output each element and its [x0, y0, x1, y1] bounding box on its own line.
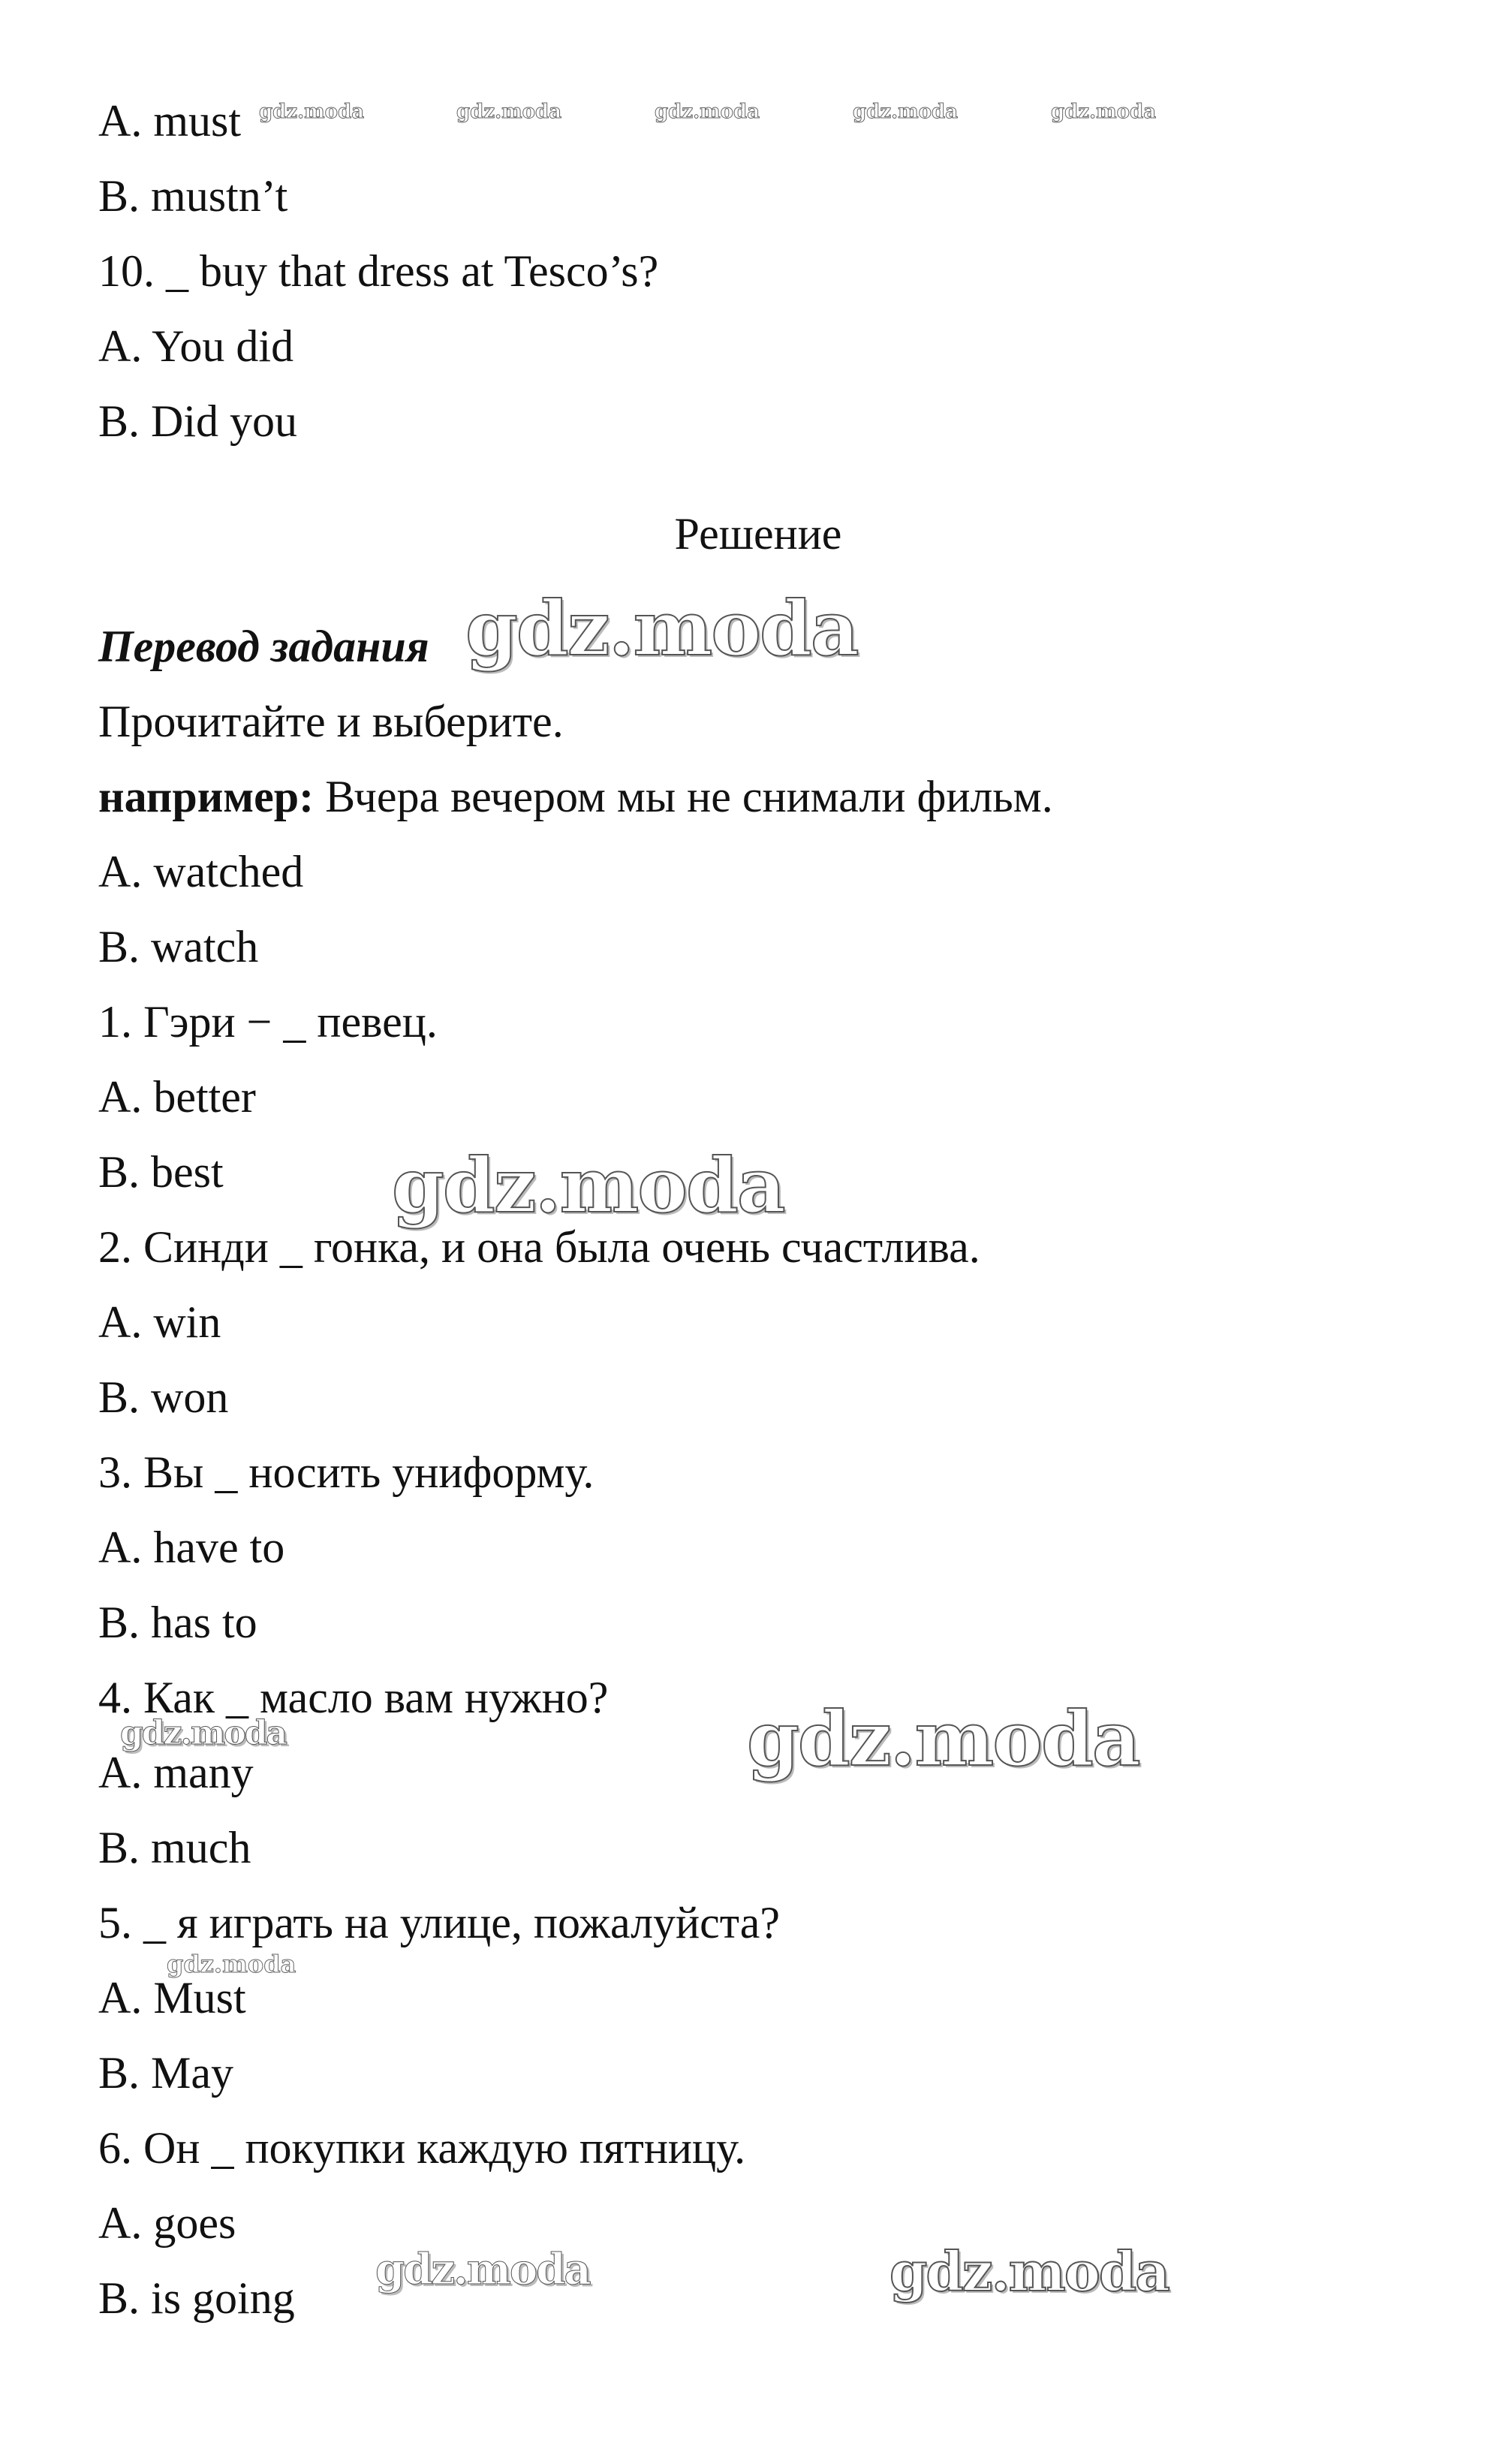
- watermark-large: gdz.moda: [392, 1141, 784, 1230]
- translation-title: Перевод задания: [98, 622, 429, 671]
- option-b-has-to: B. has to: [98, 1598, 257, 1647]
- option-b-won: B. won: [98, 1372, 229, 1422]
- watermark-small: gdz.moda: [1051, 101, 1157, 123]
- option-a-must: A. must: [98, 96, 242, 146]
- option-a-win: A. win: [98, 1297, 221, 1347]
- example-text: Вчера вечером мы не снимали фильм.: [314, 772, 1053, 821]
- watermark-large: gdz.moda: [465, 584, 858, 673]
- question-6: 6. Он _ покупки каждую пятницу.: [98, 2123, 746, 2173]
- option-b-best: B. best: [98, 1147, 224, 1197]
- question-1: 1. Гэри − _ певец.: [98, 997, 438, 1047]
- question-2: 2. Синди _ гонка, и она была очень счастлива.: [98, 1222, 980, 1272]
- instruction: Прочитайте и выберите.: [98, 697, 564, 746]
- option-a-have-to: A. have to: [98, 1523, 285, 1572]
- watermark-medium: gdz.moda: [120, 1714, 287, 1752]
- question-5: 5. _ я играть на улице, пожалуйста?: [98, 1898, 780, 1947]
- option-a-many: A. many: [98, 1748, 254, 1797]
- option-b-did-you: B. Did you: [98, 396, 298, 446]
- watermark-large: gdz.moda: [747, 1694, 1139, 1783]
- watermark-small: gdz.moda: [456, 101, 562, 123]
- option-a-better: A. better: [98, 1072, 256, 1122]
- option-b-mustnt: B. mustn’t: [98, 171, 288, 221]
- question-3: 3. Вы _ носить униформу.: [98, 1447, 594, 1497]
- option-b-much: B. much: [98, 1823, 251, 1872]
- watermark-small: gdz.moda: [259, 101, 365, 123]
- option-b-is-going: B. is going: [98, 2273, 295, 2323]
- option-a-must-cap: A. Must: [98, 1973, 246, 2023]
- watermark-small: gdz.moda: [167, 1950, 296, 1978]
- watermark-medium: gdz.moda: [889, 2240, 1169, 2303]
- option-a-you-did: A. You did: [98, 321, 294, 371]
- example-line: [98, 770, 1053, 824]
- watermark-small: gdz.moda: [853, 101, 959, 123]
- question-10: 10. _ buy that dress at Tesco’s?: [98, 246, 659, 296]
- question-4: 4. Как _ масло вам нужно?: [98, 1673, 609, 1722]
- option-a-watched: A. watched: [98, 847, 304, 896]
- option-b-watch: B. watch: [98, 922, 259, 971]
- option-a-goes: A. goes: [98, 2198, 236, 2248]
- example-label: например:: [98, 772, 315, 821]
- solution-heading: Решение: [674, 509, 842, 559]
- watermark-small: gdz.moda: [655, 101, 760, 123]
- watermark-medium: gdz.moda: [375, 2245, 590, 2294]
- option-b-may: B. May: [98, 2048, 233, 2098]
